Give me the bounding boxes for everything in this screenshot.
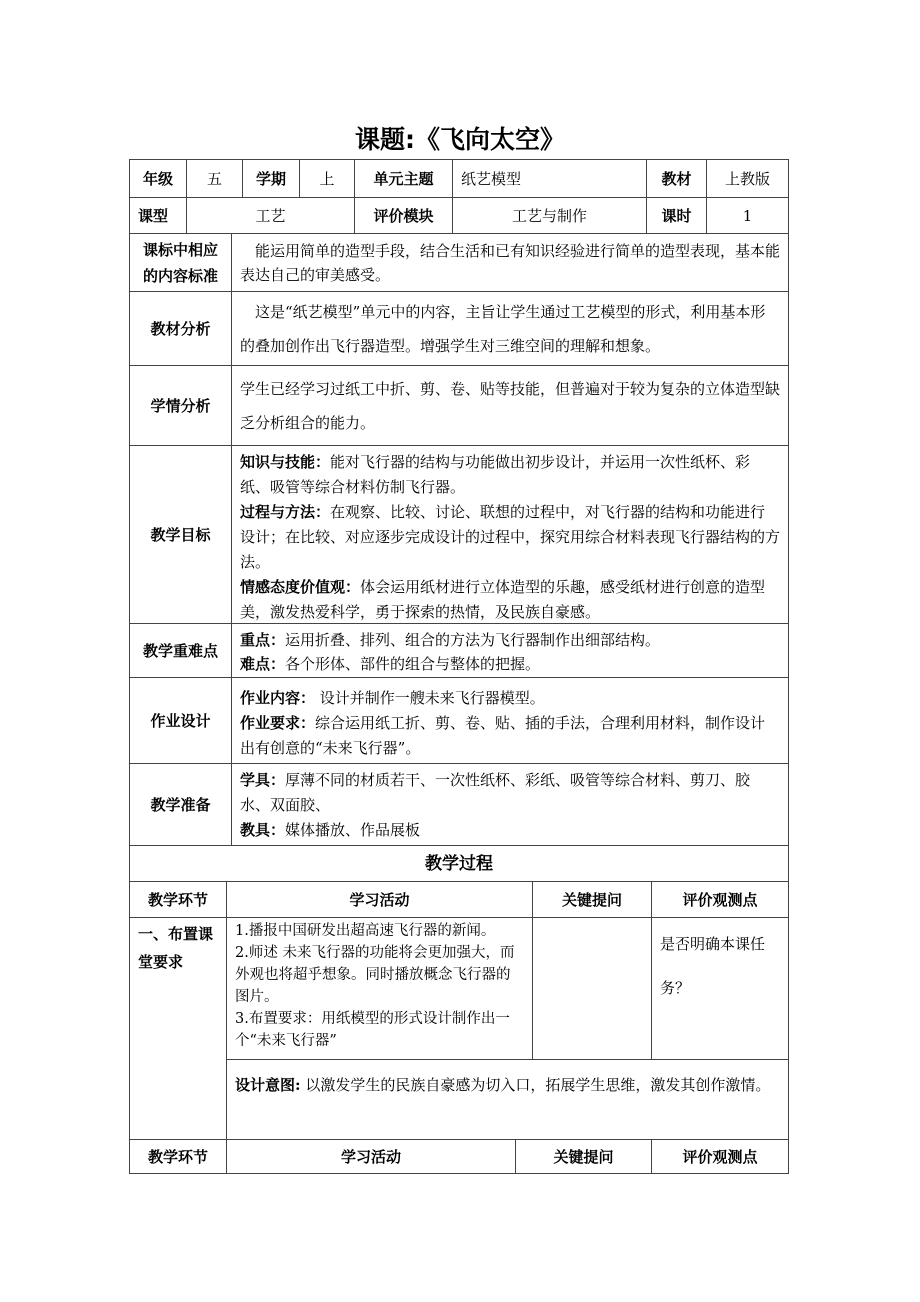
unit-label: 单元主题: [354, 159, 453, 198]
page-title: 课题:《飞向太空》: [355, 125, 565, 154]
student-tools-label: 学具：: [240, 771, 286, 789]
module-value: 工艺与制作: [452, 197, 647, 234]
grade-value: 五: [186, 159, 243, 198]
goal-key: 知识与技能：: [240, 453, 331, 471]
goal-text: 能对飞行器的结构与功能做出初步设计，并运用一次性纸杯、彩纸、吸管等综合材料仿制飞行器。: [240, 453, 751, 496]
header-evaluation: 评价观测点: [651, 881, 789, 918]
prep-content: [231, 763, 789, 846]
key-text: 运用折叠、排列、组合的方法为飞行器制作出细部结构。: [285, 631, 661, 649]
term-value: 上: [299, 159, 355, 198]
design-intent: [226, 1059, 789, 1140]
type-value: 工艺: [186, 197, 355, 234]
hours-label: 课时: [646, 197, 707, 234]
design-intent-text: 以激发学生的民族自豪感为切入口，拓展学生思维，激发其创作激情。: [300, 1076, 771, 1094]
design-intent-label: 设计意图:: [235, 1076, 301, 1094]
homework-content-label: 作业内容：: [240, 689, 316, 707]
goal-key: 过程与方法：: [240, 503, 331, 521]
stage-evaluation: 是否明确本课任务？: [651, 917, 789, 1060]
difficulty-text: 各个形体、部件的组合与整体的把握。: [285, 655, 541, 673]
prep-label: 教学准备: [129, 763, 232, 846]
term-label: 学期: [242, 159, 300, 198]
header-evaluation-2: 评价观测点: [651, 1139, 789, 1174]
homework-req-label: 作业要求：: [240, 714, 316, 732]
header-stage: 教学环节: [129, 881, 227, 918]
standard-text: 能运用简单的造型手段，结合生活和已有知识经验进行简单的造型表现，基本能表达自己的审美感受。: [231, 233, 789, 292]
hours-value: 1: [706, 197, 789, 234]
stage-name: 一、布置课堂要求: [129, 917, 227, 1140]
student-tools-text: 厚薄不同的材质若干、一次性纸杯、彩纸、吸管等综合材料、剪刀、胶水、双面胶、: [240, 771, 751, 814]
goals-content: [231, 445, 789, 624]
goal-process: [240, 500, 780, 575]
textbook-label: 教材: [646, 159, 707, 198]
stage-question: [532, 917, 652, 1060]
header-question-2: 关键提问: [515, 1139, 652, 1174]
goal-knowledge: [240, 450, 780, 500]
difficulty-label: 难点：: [240, 655, 286, 673]
keypoints-label: 教学重难点: [129, 623, 232, 678]
homework-content: [231, 677, 789, 764]
key-label: 重点：: [240, 631, 286, 649]
header-activity-2: 学习活动: [226, 1139, 516, 1174]
header-activity: 学习活动: [226, 881, 533, 918]
goal-text: 体会运用纸材进行立体造型的乐趣，感受纸材进行创意的造型美，激发热爱科学，勇于探索的热情，及民族自豪感。: [240, 578, 766, 621]
stage-activities: [226, 917, 533, 1060]
header-stage-2: 教学环节: [129, 1139, 227, 1174]
teacher-tools-label: 教具：: [240, 821, 286, 839]
homework-label: 作业设计: [129, 677, 232, 764]
teacher-tools-text: 媒体播放、作品展板: [285, 821, 421, 839]
keypoints-content: [231, 623, 789, 678]
material-text: 这是“纸艺模型”单元中的内容，主旨让学生通过工艺模型的形式，利用基本形的叠加创作出飞行器造型。增强学生对三维空间的理解和想象。: [231, 291, 789, 366]
activity-item: 3.布置要求：用纸模型的形式设计制作出一个“未来飞行器”: [235, 1011, 510, 1049]
homework-content-text: 设计并制作一艘未来飞行器模型。: [315, 689, 545, 707]
header-question: 关键提问: [532, 881, 652, 918]
students-text: 学生已经学习过纸工中折、剪、卷、贴等技能，但普遍对于较为复杂的立体造型缺乏分析组合的能力。: [231, 365, 789, 446]
goal-emotion: [240, 575, 780, 625]
process-title: 教学过程: [129, 845, 789, 882]
activity-item: 2.师述 未来飞行器的功能将会更加强大，而外观也将超乎想象。同时播放概念飞行器的图片。: [235, 945, 515, 1005]
homework-req-text: 综合运用纸工折、剪、卷、贴、插的手法，合理利用材料，制作设计出有创意的“未来飞行器”。: [240, 714, 766, 757]
material-label: 教材分析: [129, 291, 232, 366]
activity-item: 1.播报中国研发出超高速飞行器的新闻。: [235, 923, 496, 939]
unit-value: 纸艺模型: [452, 159, 647, 198]
type-label: 课型: [129, 197, 187, 234]
goal-key: 情感态度价值观：: [240, 578, 361, 596]
grade-label: 年级: [129, 159, 187, 198]
goal-text: 在观察、比较、讨论、联想的过程中，对飞行器的结构和功能进行设计；在比较、对应逐步完成设计的过程中，探究用综合材料表现飞行器结构的方法。: [240, 503, 781, 571]
students-label: 学情分析: [129, 365, 232, 446]
goals-label: 教学目标: [129, 445, 232, 624]
standard-label: 课标中相应的内容标准: [129, 233, 232, 292]
textbook-value: 上教版: [706, 159, 789, 198]
module-label: 评价模块: [354, 197, 453, 234]
